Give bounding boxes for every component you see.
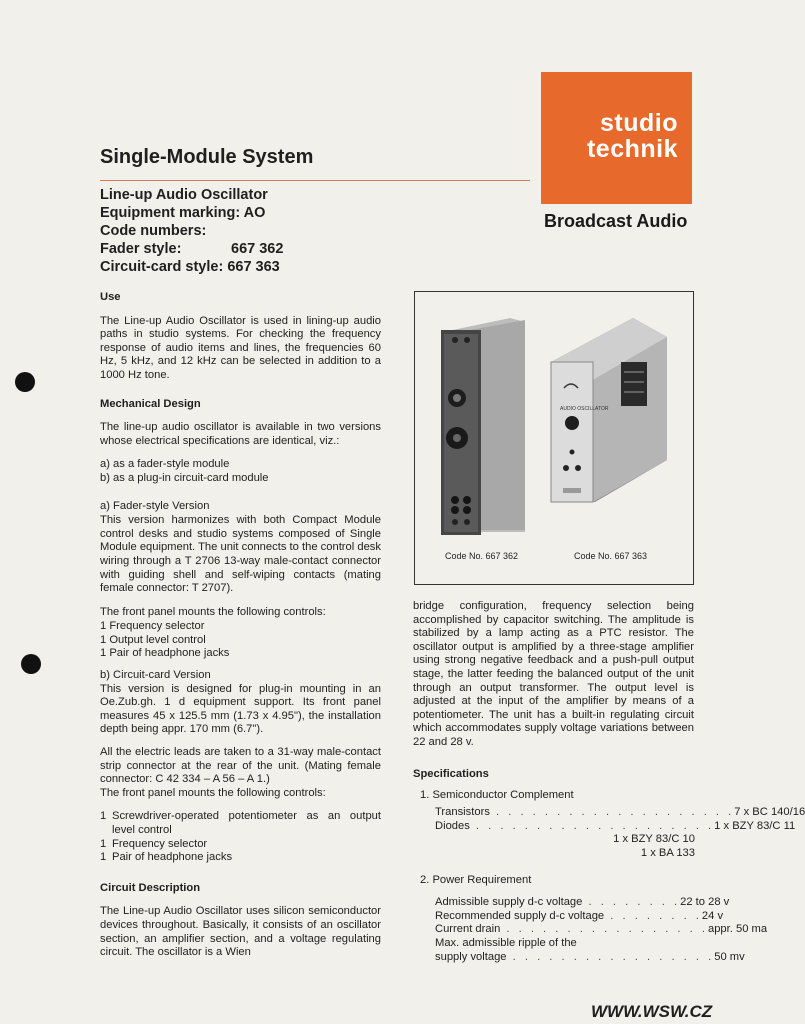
card-control-num: 1 xyxy=(100,837,107,850)
diode-value-2: 1 x BZY 83/C 10 xyxy=(613,833,695,846)
card-control-text: Frequency selector xyxy=(112,837,208,850)
fader-version-heading: a) Fader-style Version xyxy=(100,499,210,512)
footer-watermark: WWW.WSW.CZ xyxy=(591,1002,713,1021)
front-panel-intro: The front panel mounts the following controls: xyxy=(100,605,326,618)
spec1-heading: 1. Semiconductor Complement xyxy=(420,789,574,801)
fader-code-row xyxy=(100,240,284,258)
card-control-num: 1 xyxy=(100,810,107,823)
product-photo xyxy=(415,292,693,584)
studio-technik-logo xyxy=(541,72,692,204)
equipment-marking: Equipment marking: AO xyxy=(100,205,266,221)
supply-label: Admissible supply d-c voltage xyxy=(435,895,583,908)
card-control-text: Screwdriver-operated potentiometer as an output level control xyxy=(112,810,381,836)
drain-value: appr. 50 ma xyxy=(707,923,768,936)
spec2-heading: 2. Power Requirement xyxy=(420,874,532,886)
brand-subtitle: Broadcast Audio xyxy=(544,211,688,231)
ripple-row: supply voltage . . . . . . . . . . . . . . . . . 50 mv xyxy=(435,950,745,963)
product-photo-frame xyxy=(414,291,694,585)
card-controls-list xyxy=(100,810,381,864)
product-name: Line-up Audio Oscillator xyxy=(100,187,268,203)
caption-fader-code: Code No. 667 362 xyxy=(445,551,519,561)
logo-text xyxy=(587,110,678,162)
fader-control-2: 1 Output level control xyxy=(100,633,206,646)
drain-row: Current drain . . . . . . . . . . . . . . . . . appr. 50 ma xyxy=(435,923,768,936)
ripple-label-2: supply voltage xyxy=(435,950,507,963)
mechanical-option-a: a) as a fader-style module xyxy=(100,458,230,471)
fader-version-text: This version harmonizes with both Compact Module control desks and studio systems composed of Single Module equipment. The unit connects to the control desk wiring through a T 2706 13-way male-contact connector with guiding shell and self-wiping contacts (mating female connector: T 2707). xyxy=(100,514,381,595)
transistors-row: Transistors . . . . . . . . . . . . . . . . . . . . 7 x BC 140/16 xyxy=(435,805,805,818)
caption-card-code: Code No. 667 363 xyxy=(574,551,648,561)
specifications-heading: Specifications xyxy=(413,767,489,780)
fader-module-illustration xyxy=(441,318,525,535)
card-code-value: 667 363 xyxy=(227,259,280,275)
fader-code-label: Fader style: xyxy=(100,241,182,257)
code-numbers-label: Code numbers: xyxy=(100,223,207,239)
title-rule xyxy=(100,180,530,181)
recommended-row: Recommended supply d-c voltage . . . . . . . . 24 v xyxy=(435,909,724,922)
use-text: The Line-up Audio Oscillator is used in lining-up audio paths in studio systems. For checking the frequency response of audio items and lines, the frequencies 60 Hz, 5 kHz, and 12 kHz can be selected in addition to a 1000 Hz tone. xyxy=(100,314,381,381)
circuit-heading: Circuit Description xyxy=(100,881,201,894)
ripple-label-1: Max. admissible ripple of the xyxy=(435,937,577,950)
transistors-value: 7 x BC 140/16 xyxy=(734,805,805,818)
product-header xyxy=(100,186,284,276)
leads-text: All the electric leads are taken to a 31-way male-contact strip connector at the rear of the unit. (Mating female connector: C 42 334 – A 56 – A 1.) xyxy=(100,746,381,786)
card-control-item xyxy=(100,851,381,865)
logo-line-1: studio xyxy=(600,109,678,137)
supply-row: Admissible supply d-c voltage . . . . . . . . 22 to 28 v xyxy=(435,895,730,908)
card-version-text: This version is designed for plug-in mounting in an Oe.Zub.gh. 1 d equipment support. Its front panel measures 45 x 125.5 mm (1.73 x 4.95"), the installation depth being appr. 170 mm (6.7"). xyxy=(100,682,381,736)
fader-code-value: 667 362 xyxy=(231,241,284,257)
mechanical-heading: Mechanical Design xyxy=(100,397,201,410)
transistors-label: Transistors xyxy=(435,805,490,818)
card-control-item xyxy=(100,810,381,837)
diodes-row: Diodes . . . . . . . . . . . . . . . . . . . . 1 x BZY 83/C 11 xyxy=(435,819,796,832)
circuit-text: The Line-up Audio Oscillator uses silicon semiconductor devices throughout. Basically, it consists of an oscillator section, an amplifier section, and a voltage regulating circuit. The oscillator is a Wien xyxy=(100,905,381,959)
card-module-illustration xyxy=(551,318,667,502)
recommended-value: 24 v xyxy=(701,909,724,922)
front-panel-intro-2: The front panel mounts the following controls: xyxy=(100,786,326,799)
fader-control-1: 1 Frequency selector xyxy=(100,620,205,633)
ripple-value: 50 mv xyxy=(714,950,745,963)
drain-label: Current drain xyxy=(435,923,501,936)
left-column xyxy=(100,291,381,960)
circuit-text-continued: bridge configuration, frequency selection being accomplished by capacitor switching. The amplitude is stabilized by a lamp acting as a PTC resistor. The oscillator output is amplified by a three-stage amplifier using strong negative feedback and a push-pull output stage, the latter feeding the balanced output of the unit through an output transformer. The output level is adjusted at the input of the amplifier by means of a potentiometer. The unit has a built-in regulating circuit which accommodates supply voltage variations between 22 and 28 v. xyxy=(413,600,694,748)
card-code-label: Circuit-card style: xyxy=(100,259,224,275)
use-heading: Use xyxy=(100,291,121,303)
right-column xyxy=(413,600,694,781)
page-title: Single-Module System xyxy=(100,146,314,168)
supply-value: 22 to 28 v xyxy=(680,895,730,908)
diode-value-1: 1 x BZY 83/C 11 xyxy=(714,819,796,832)
card-control-text: Pair of headphone jacks xyxy=(112,851,233,864)
card-version-heading: b) Circuit-card Version xyxy=(100,669,211,682)
recommended-label: Recommended supply d-c voltage xyxy=(435,909,605,922)
diode-value-3: 1 x BA 133 xyxy=(640,847,695,860)
fader-control-3: 1 Pair of headphone jacks xyxy=(100,647,230,660)
spec-semiconductors xyxy=(420,789,805,861)
card-control-num: 1 xyxy=(100,851,107,864)
card-code-row xyxy=(100,258,280,276)
punch-hole-top xyxy=(15,372,35,392)
card-panel-label: AUDIO OSCILLATOR xyxy=(560,406,609,412)
punch-hole-bottom xyxy=(21,654,41,674)
logo-line-2: technik xyxy=(586,135,678,163)
mechanical-option-b: b) as a plug-in circuit-card module xyxy=(100,471,269,484)
diodes-label: Diodes xyxy=(435,819,470,832)
spec-power xyxy=(420,874,768,965)
card-control-item xyxy=(100,838,381,852)
mechanical-text: The line-up audio oscillator is available in two versions whose electrical specifications are identical, viz.: xyxy=(100,421,381,447)
